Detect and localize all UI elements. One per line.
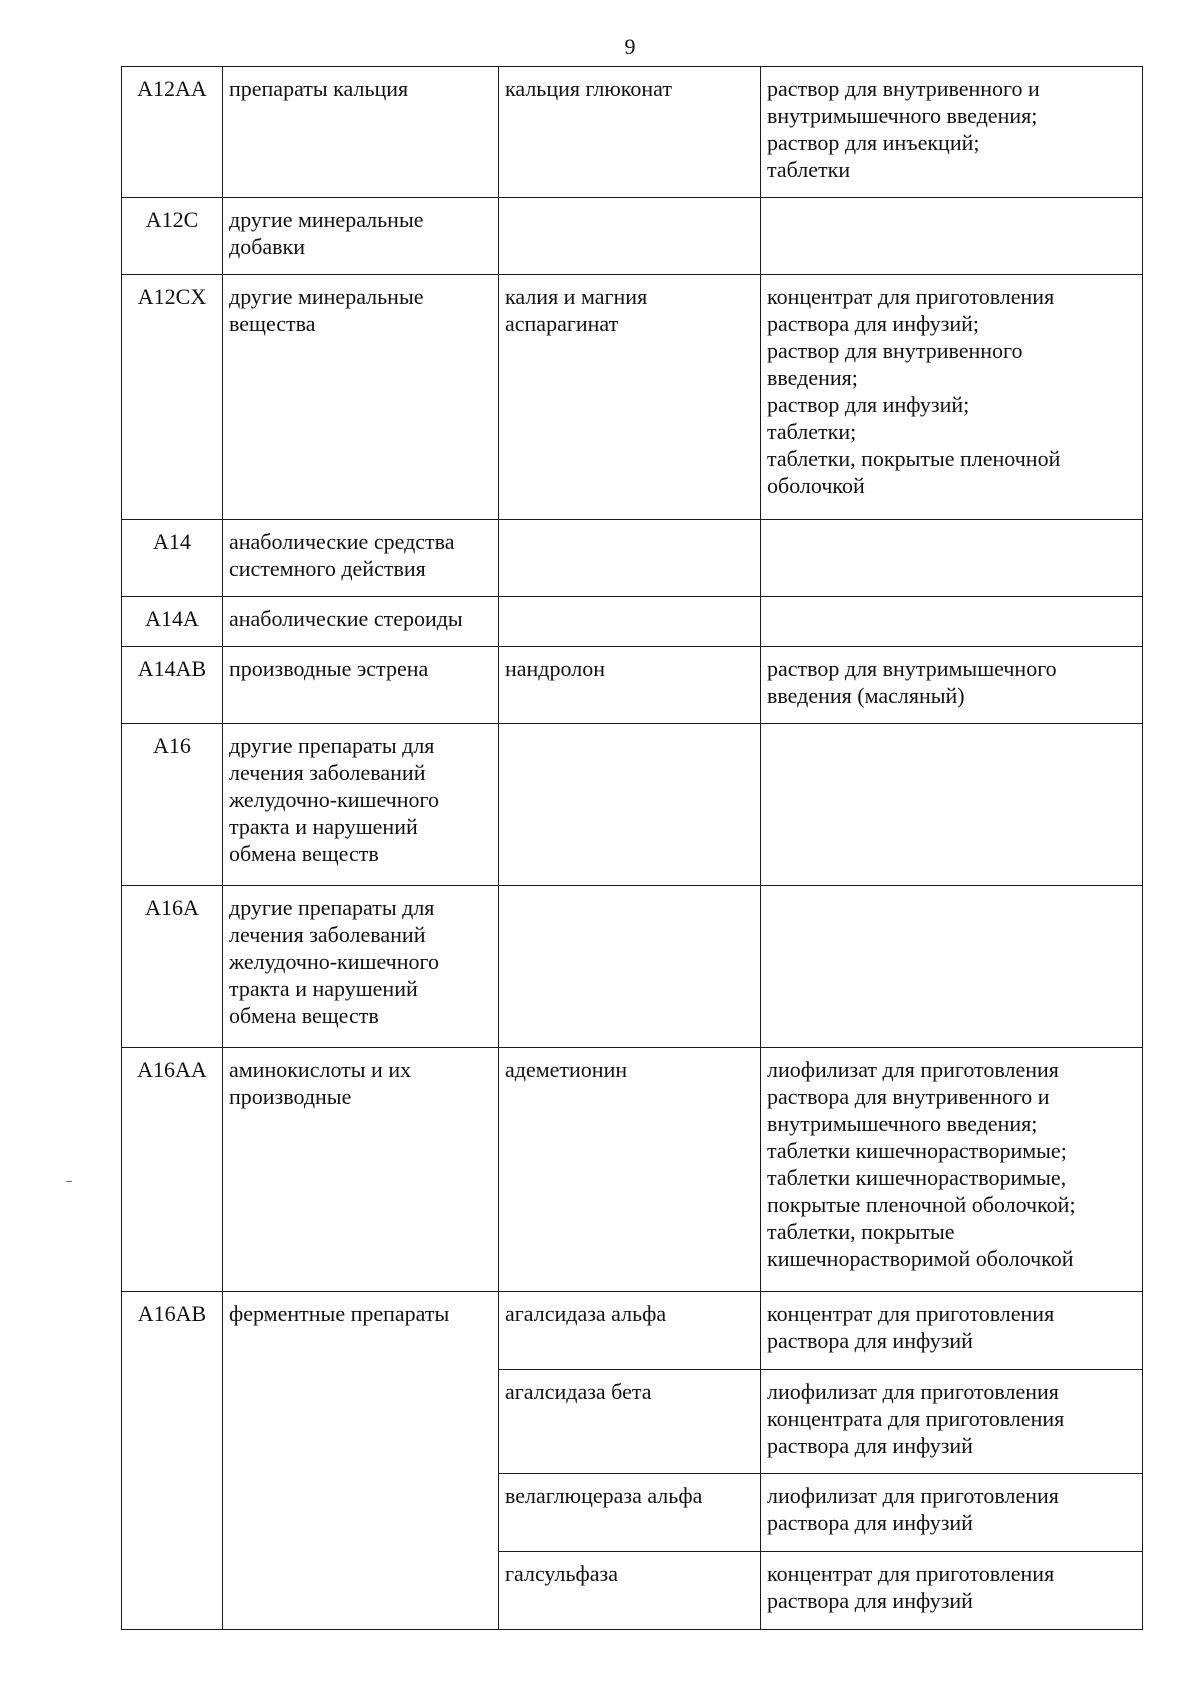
atc-code-cell: A16AB: [122, 1292, 223, 1630]
dosage-form-cell: лиофилизат для приготовления раствора для внутривенного и внутримышечного введения; таблетки кишечнорастворимые; таблетки кишечнорастворимые, покрытые пленочной оболочкой; таблетки, покрытые кишечнорастворимой оболочкой: [761, 1048, 1143, 1292]
atc-code-cell: A12C: [122, 198, 223, 275]
page-number: 9: [624, 34, 636, 59]
dosage-form-cell: концентрат для приготовления раствора для инфузий; раствор для внутривенного введения; раствор для инфузий; таблетки; таблетки, покрытые пленочной оболочкой: [761, 275, 1143, 520]
dosage-form-cell: раствор для внутривенного и внутримышечного введения; раствор для инъекций; таблетки: [761, 67, 1143, 198]
drug-name-cell: кальция глюконат: [499, 67, 761, 198]
dosage-form-cell: концентрат для приготовления раствора для инфузий: [761, 1552, 1143, 1630]
atc-code-cell: A16A: [122, 886, 223, 1048]
group-name-cell: производные эстрена: [223, 647, 499, 724]
table-row: [122, 198, 1143, 275]
drug-name-cell: галсульфаза: [499, 1552, 761, 1630]
group-name-cell: анаболические средства системного действия: [223, 520, 499, 597]
atc-code-cell: A16: [122, 724, 223, 886]
dosage-form-cell: лиофилизат для приготовления раствора для инфузий: [761, 1474, 1143, 1552]
atc-code-cell: A16AA: [122, 1048, 223, 1292]
atc-code-cell: A12CX: [122, 275, 223, 520]
table-row: [122, 1292, 1143, 1370]
drug-name-cell: [499, 886, 761, 1048]
drug-name-cell: нандролон: [499, 647, 761, 724]
dosage-form-cell: [761, 724, 1143, 886]
scan-mark: [66, 1181, 72, 1182]
drug-name-cell: [499, 520, 761, 597]
drug-name-cell: агалсидаза альфа: [499, 1292, 761, 1370]
table-row: [122, 1048, 1143, 1292]
drug-name-cell: адеметионин: [499, 1048, 761, 1292]
drug-name-cell: [499, 724, 761, 886]
group-name-cell: другие препараты для лечения заболеваний желудочно-кишечного тракта и нарушений обмена веществ: [223, 886, 499, 1048]
group-name-cell: другие минеральные добавки: [223, 198, 499, 275]
drug-name-cell: агалсидаза бета: [499, 1370, 761, 1474]
dosage-form-cell: [761, 886, 1143, 1048]
drug-name-cell: велаглюцераза альфа: [499, 1474, 761, 1552]
dosage-form-cell: раствор для внутримышечного введения (масляный): [761, 647, 1143, 724]
atc-code-cell: A12AA: [122, 67, 223, 198]
drug-name-cell: [499, 198, 761, 275]
group-name-cell: препараты кальция: [223, 67, 499, 198]
atc-code-cell: A14AB: [122, 647, 223, 724]
group-name-cell: анаболические стероиды: [223, 597, 499, 647]
table-row: [122, 67, 1143, 198]
drug-table: [121, 66, 1143, 1630]
atc-code-cell: A14A: [122, 597, 223, 647]
dosage-form-cell: [761, 597, 1143, 647]
dosage-form-cell: лиофилизат для приготовления концентрата для приготовления раствора для инфузий: [761, 1370, 1143, 1474]
atc-code-cell: A14: [122, 520, 223, 597]
table-row: [122, 275, 1143, 520]
dosage-form-cell: [761, 520, 1143, 597]
table-row: [122, 886, 1143, 1048]
group-name-cell: другие препараты для лечения заболеваний желудочно-кишечного тракта и нарушений обмена веществ: [223, 724, 499, 886]
table-row: [122, 724, 1143, 886]
drug-name-cell: [499, 597, 761, 647]
dosage-form-cell: концентрат для приготовления раствора для инфузий: [761, 1292, 1143, 1370]
table-row: [122, 647, 1143, 724]
group-name-cell: аминокислоты и их производные: [223, 1048, 499, 1292]
table-row: [122, 597, 1143, 647]
group-name-cell: другие минеральные вещества: [223, 275, 499, 520]
table-row: [122, 520, 1143, 597]
dosage-form-cell: [761, 198, 1143, 275]
drug-name-cell: калия и магния аспарагинат: [499, 275, 761, 520]
group-name-cell: ферментные препараты: [223, 1292, 499, 1630]
